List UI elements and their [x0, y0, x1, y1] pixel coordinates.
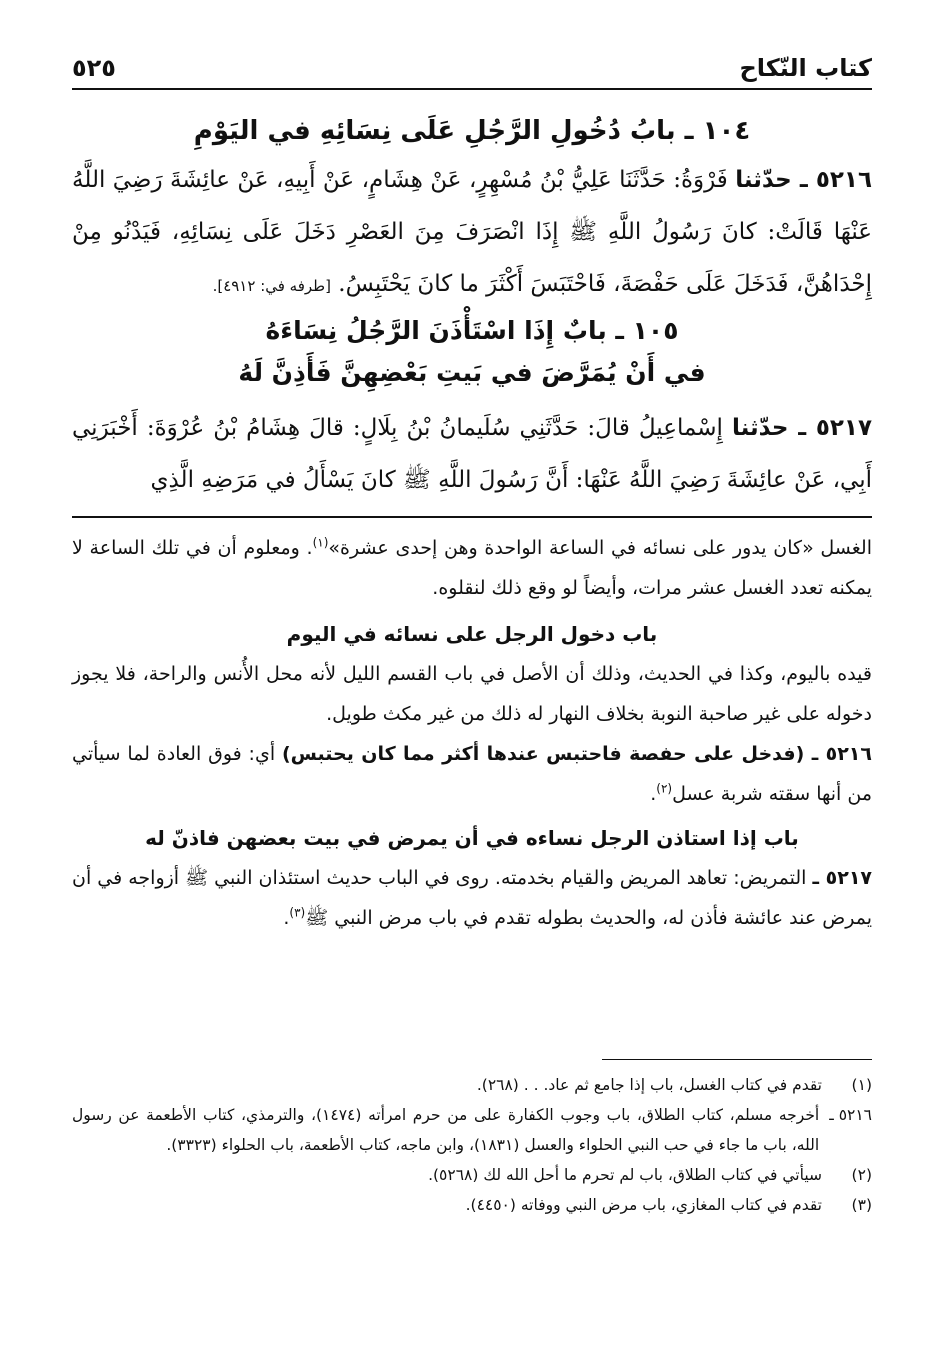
commentary-text: .: [650, 783, 657, 805]
commentary-text: أي: فوق العادة لما سيأتي من أنها سقته شربة عسل: [72, 743, 872, 805]
book-title: كتاب النّكاح: [739, 54, 872, 82]
page-number: ٥٢٥: [72, 54, 116, 82]
commentary-text: . ومعلوم أن في تلك الساعة لا يمكنه تعدد الغسل عشر مرات، وأيضاً لو وقع ذلك لنقلوه.: [72, 537, 872, 599]
chapter-104-title: ١٠٤ ـ بابُ دُخُولِ الرَّجُلِ عَلَى نِسَائِهِ في اليَوْمِ: [193, 116, 751, 146]
footnote-marker: (١): [851, 1076, 872, 1094]
footnote-marker: (٢): [851, 1166, 872, 1184]
footnote-ref: (٣): [289, 905, 306, 920]
footnote-rule: [602, 1059, 872, 1060]
commentary-number: ٥٢١٧ ـ: [812, 867, 873, 889]
hadith-text: إِسْماعِيلُ قالَ: حَدَّثَنِي سُلَيمانُ بْنُ بِلَالٍ: قالَ هِشَامُ بْنُ عُرْوَةَ: أَخْبَرَنِي أَبِي، عَنْ عائِشَةَ رَضِيَ اللَّهُ عَنْهَا: أَنَّ رَسُولَ اللَّهِ ﷺ كانَ يَسْأَلُ في مَرَضِهِ الَّذِي: [72, 415, 872, 493]
footnote-item: [72, 1100, 872, 1160]
commentary-paragraph: قيده باليوم، وكذا في الحديث، وذلك أن الأصل في باب القسم الليل لأنه محل الأُنس والراحة، فلا يجوز دخوله على غير صاحبة النوبة بخلاف النهار له ذلك من غير مكث طويل.: [72, 663, 872, 725]
footnote-text: تقدم في كتاب المغازي، باب مرض النبي ووفاته (٤٤٥٠).: [465, 1196, 822, 1214]
chapter-105-title-line2: في أَنْ يُمَرَّضَ في بَيتِ بَعْضِهِنَّ فَأَذِنَّ لَهُ: [238, 358, 706, 387]
commentary-text: الغسل «كان يدور على نسائه في الساعة الواحدة وهن إحدى عشرة»: [328, 537, 872, 559]
commentary-text: التمريض: تعاهد المريض والقيام بخدمته. روى في الباب حديث استئذان النبي ﷺ أزواجه في أن يمرض عند عائشة فأذن له، والحديث بطوله تقدم في باب مرض النبي ﷺ: [72, 867, 872, 929]
hadith-5217: [72, 402, 872, 506]
footnote-ref: (١): [312, 535, 329, 550]
footnote-text: سيأتي في كتاب الطلاق، باب لم تحرم ما أحل الله لك (٥٢٦٨).: [428, 1166, 822, 1184]
footnote-text: أخرجه مسلم، كتاب الطلاق، باب وجوب الكفارة على من حرم امرأته (١٤٧٤)، والترمذي، كتاب الأطعمة عن رسول الله، باب ما جاء في حب النبي الحلواء والعسل (١٨٣١)، وابن ماجه، كتاب الأطعمة، باب الحلواء (٣٣٢٣).: [72, 1106, 820, 1154]
hadith-cross-reference: [طرفه في: ٤٩١٢].: [212, 277, 331, 295]
commentary: [72, 528, 872, 938]
commentary-paragraph: [72, 734, 872, 814]
text-commentary-divider: [72, 516, 872, 518]
hadith-number: ٥٢١٦ ـ حدّثنا: [735, 167, 872, 193]
hadith-text: فَرْوَةُ: حَدَّثَنَا عَلِيُّ بْنُ مُسْهِرٍ، عَنْ هِشَامٍ، عَنْ أَبِيهِ، عَنْ عائِشَةَ رَضِيَ اللَّهُ عَنْهَا قَالَتْ: كانَ رَسُولُ اللَّهِ ﷺ إِذَا انْصَرَفَ مِنَ العَصْرِ دَخَلَ عَلَى نِسَائِهِ، فَيَدْنُو مِنْ إِحْدَاهُنَّ، فَدَخَلَ عَلَى حَفْصَةَ، فَاحْتَبَسَ أَكْثَرَ ما كانَ يَحْتَبِسُ.: [72, 167, 872, 297]
footnote-marker: (٣): [851, 1196, 872, 1214]
chapter-105-heading: [72, 310, 872, 394]
footnote-marker: ٥٢١٦ ـ: [829, 1106, 872, 1124]
commentary-heading: باب دخول الرجل على نسائه في اليوم: [286, 622, 658, 646]
chapter-104-heading: [72, 108, 872, 154]
hadith-5216: [72, 154, 872, 312]
hadith-number: ٥٢١٧ ـ حدّثنا: [731, 415, 872, 441]
commentary-quote: ٥٢١٦ ـ (فدخل على حفصة فاحتبس عندها أكثر مما كان يحتبس): [281, 743, 872, 765]
footnote-item: [72, 1160, 872, 1190]
footnote-item: [72, 1190, 872, 1220]
footnote-item: [72, 1070, 872, 1100]
footnote-text: تقدم في كتاب الغسل، باب إذا جامع ثم عاد. . . (٢٦٨).: [476, 1076, 822, 1094]
chapter-105-title-line1: ١٠٥ ـ بابٌ إِذَا اسْتَأْذَنَ الرَّجُلُ نِسَاءَهُ: [265, 316, 679, 345]
commentary-paragraph: [72, 528, 872, 608]
footnote-ref: (٢): [656, 781, 673, 796]
commentary-paragraph: [72, 858, 872, 938]
footnotes: [72, 1070, 872, 1220]
commentary-heading: باب إذا استاذن الرجل نساءه في أن يمرض في بيت بعضهن فاذنّ له: [145, 826, 799, 850]
commentary-text: .: [283, 907, 290, 929]
running-header: [72, 38, 872, 90]
